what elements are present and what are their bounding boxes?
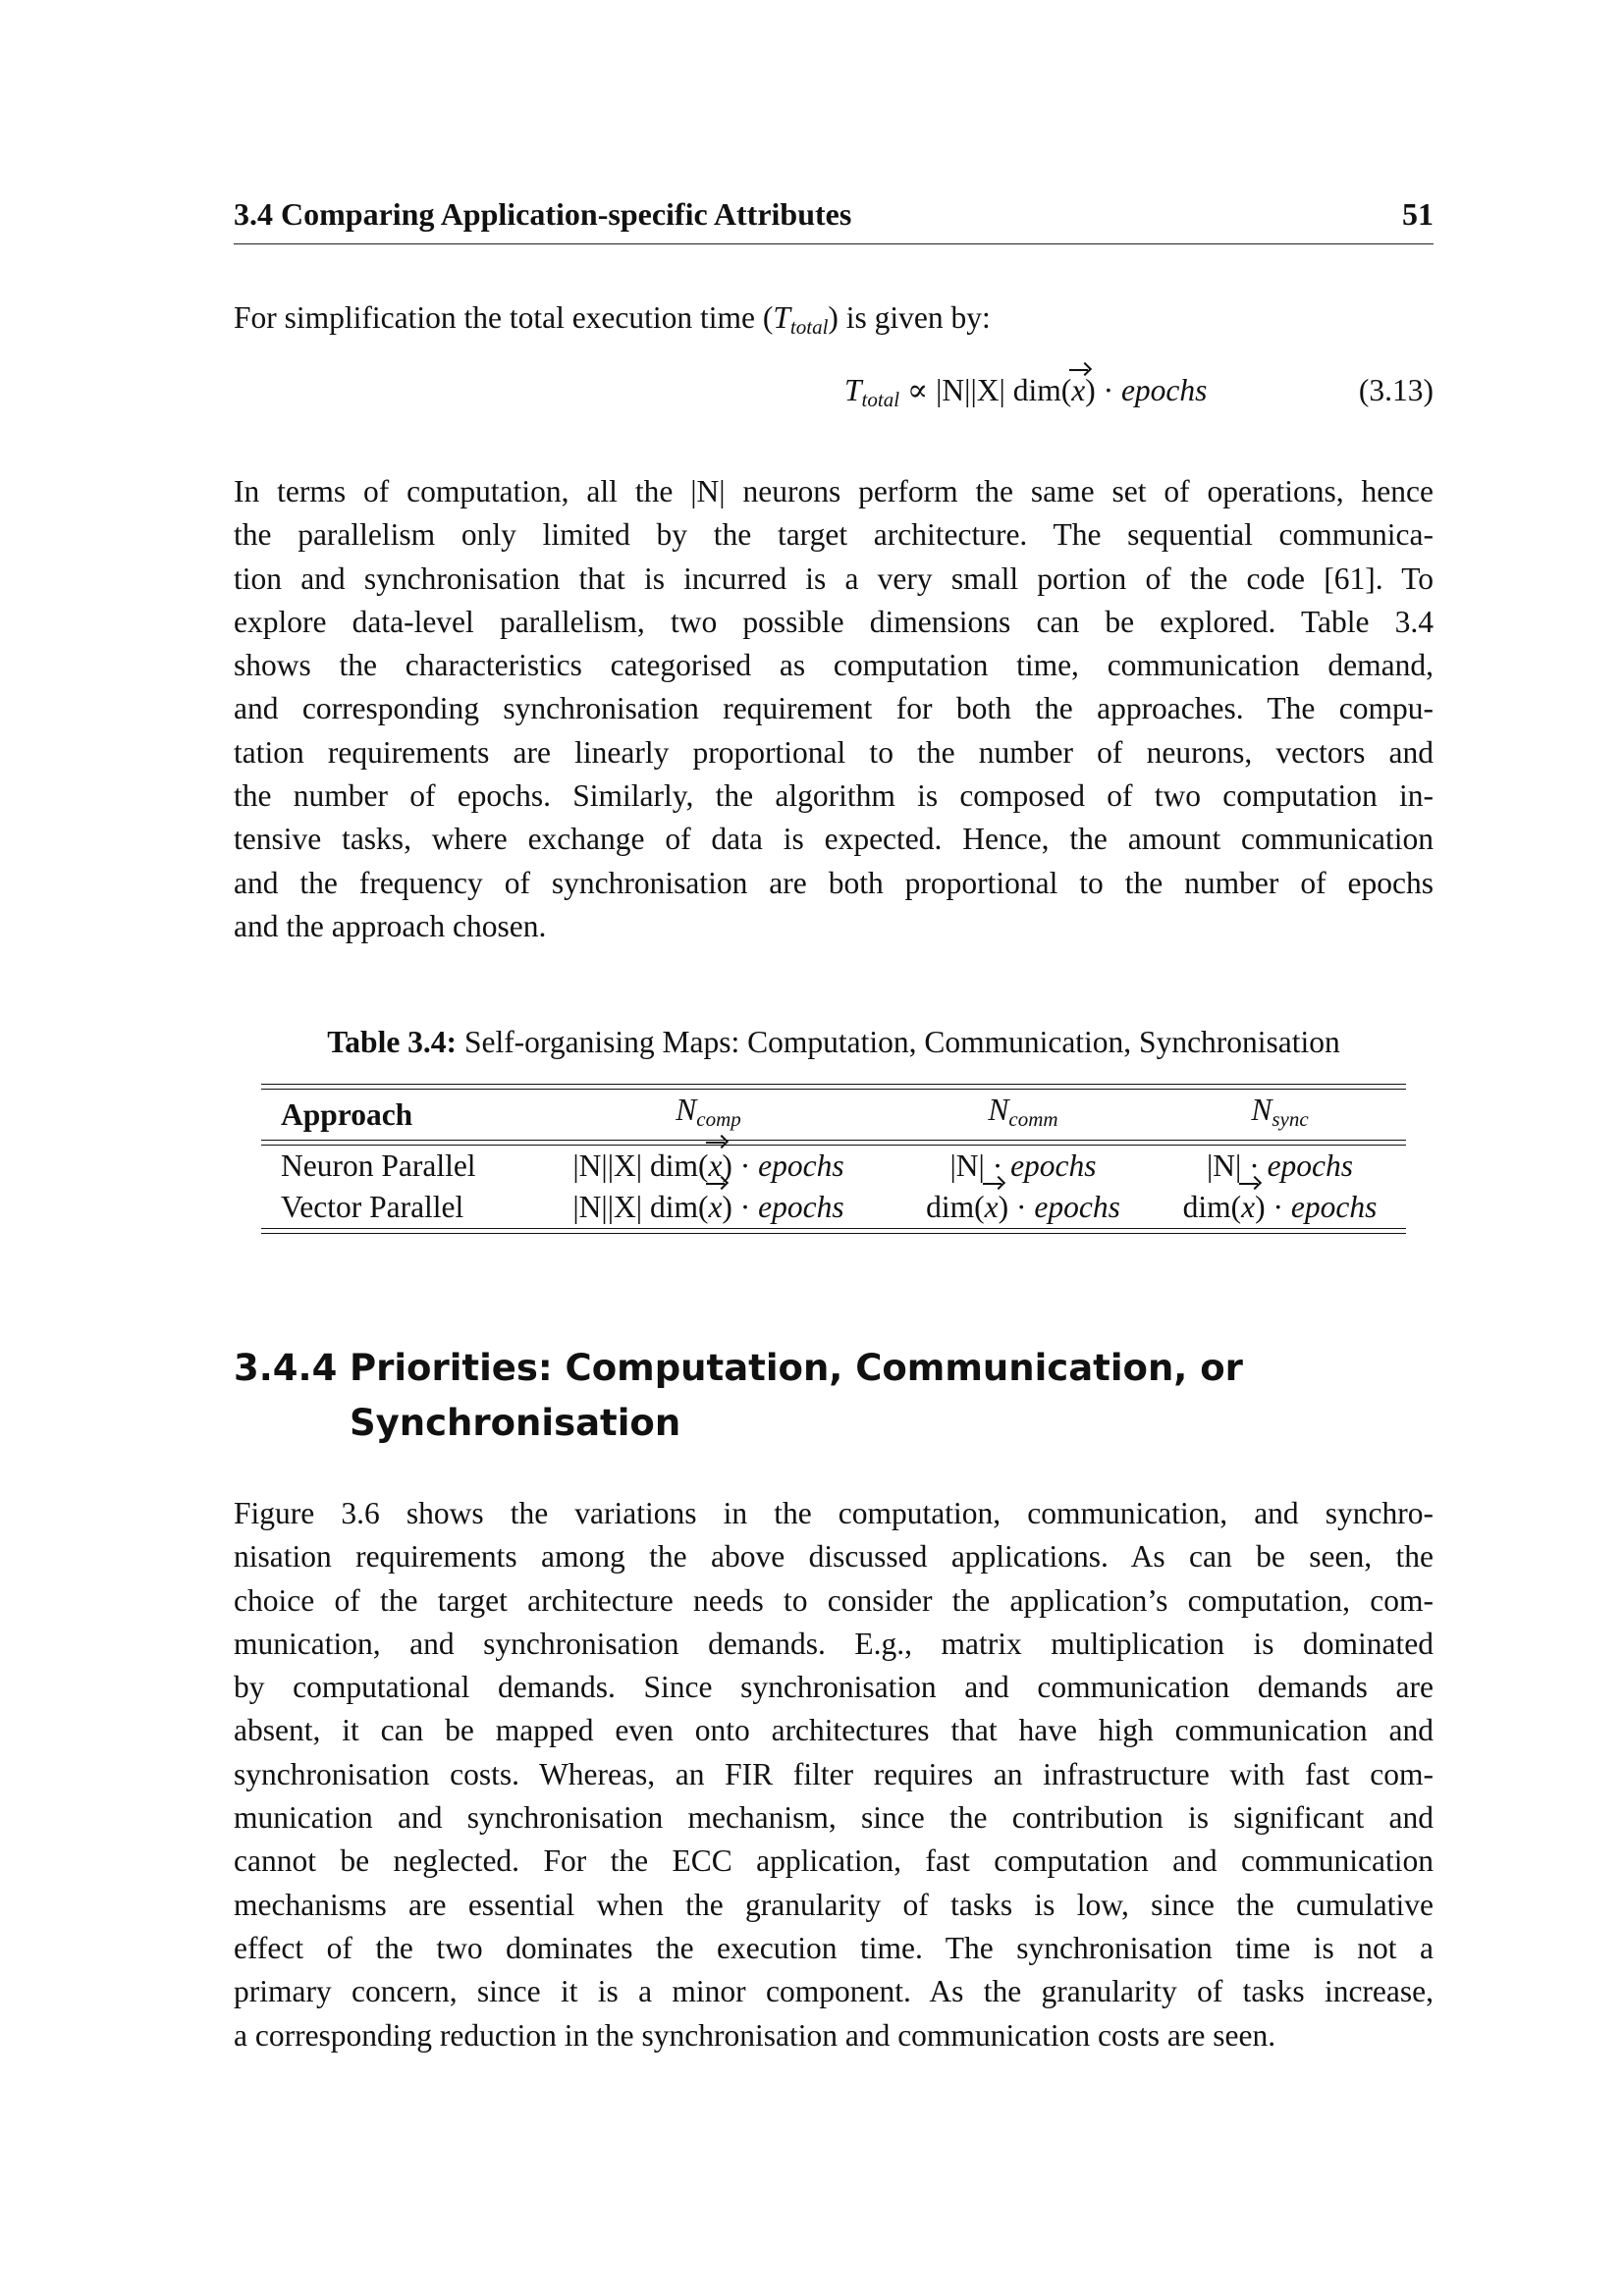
row-ncomm: dim(x) · epochs (893, 1187, 1154, 1228)
section-number: 3.4.4 (234, 1347, 338, 1389)
text-line: primary concern, since it is a minor component. As the granularity of tasks increase, (234, 1974, 1434, 2009)
header-ncomm: $N_{comm}$ (988, 1093, 1058, 1131)
text-line: nisation requirements among the above discussed applications. As can be seen, the (234, 1539, 1434, 1575)
text-line: In terms of computation, all the |N| neurons perform the same set of operations, hence (234, 474, 1434, 508)
text-line: tation requirements are linearly proportional to the number of neurons, vectors and (234, 734, 1434, 770)
section-title-line2: Synchronisation (350, 1402, 681, 1444)
text-line: munication, and synchronisation demands. E.g., matrix multiplication is dominated (234, 1626, 1434, 1661)
vector-x: x (1071, 373, 1086, 407)
text-line: Figure 3.6 shows the variations in the computation, communication, and synchro- (234, 1496, 1434, 1530)
row-nsync: dim(x) · epochs (1154, 1187, 1406, 1228)
text-line: effect of the two dominates the execution time. The synchronisation time is not a (234, 1930, 1434, 1965)
header-ncomp: $N_{comp}$ (676, 1093, 741, 1131)
text-line: and corresponding synchronisation requirement for both the approaches. The compu- (234, 691, 1434, 726)
row-approach: Vector Parallel (281, 1190, 464, 1224)
vector-x: x (708, 1146, 722, 1187)
vector-x: x (1241, 1187, 1255, 1228)
table-caption: Table 3.4: Self-organising Maps: Computation, Communication, Synchronisation (327, 1025, 1340, 1059)
text-line: by computational demands. Since synchronisation and communication demands are (234, 1670, 1434, 1705)
table-bottom-rule (261, 1228, 1406, 1234)
text-line: cannot be neglected. For the ECC application, fast computation and communication (234, 1843, 1434, 1879)
paragraph-priorities (234, 1492, 1434, 2057)
text-line: tensive tasks, where exchange of data is expected. Hence, the amount communication (234, 822, 1434, 857)
text-line: the number of epochs. Similarly, the algorithm is composed of two computation in- (234, 778, 1434, 814)
equation-3-13 (234, 373, 1434, 422)
page-number: 51 (1402, 196, 1434, 232)
text-line: and the approach chosen. (234, 908, 547, 943)
table-row (261, 1187, 1406, 1228)
row-ncomp: |N||X| dim(x) · epochs (524, 1146, 893, 1187)
vector-x: x (708, 1187, 722, 1228)
header-nsync: $N_{sync}$ (1251, 1093, 1309, 1131)
table-row (261, 1146, 1406, 1187)
intro-sentence: For simplification the total execution time $(T_{total})$ is given by: (234, 300, 991, 339)
text-line: the parallelism only limited by the target architecture. The sequential communica- (234, 517, 1434, 553)
text-line: tion and synchronisation that is incurred is a very small portion of the code [61]. To (234, 561, 1434, 596)
text-line: munication and synchronisation mechanism, since the contribution is significant and (234, 1800, 1434, 1836)
text-line: absent, it can be mapped even onto architectures that have high communication and (234, 1713, 1434, 1748)
text-line: shows the characteristics categorised as computation time, communication demand, (234, 648, 1434, 683)
equation-number: (3.13) (1358, 373, 1434, 407)
row-approach: Neuron Parallel (281, 1148, 476, 1183)
vector-x: x (985, 1187, 999, 1228)
running-header-section: 3.4 Comparing Application-specific Attributes (234, 196, 852, 232)
text-line: synchronisation costs. Whereas, an FIR filter requires an infrastructure with fast com- (234, 1756, 1434, 1791)
text-line: a corresponding reduction in the synchronisation and communication costs are seen. (234, 2017, 1276, 2053)
text-line: and the frequency of synchronisation are both proportional to the number of epochs (234, 865, 1434, 900)
table-3-4 (261, 1084, 1406, 1234)
paragraph-computation (234, 470, 1434, 948)
text-line: mechanisms are essential when the granularity of tasks is low, since the cumulative (234, 1887, 1434, 1922)
text-line: choice of the target architecture needs to consider the application’s computation, com- (234, 1582, 1434, 1618)
running-header (234, 196, 1434, 244)
equation-expression: $T_{total} \propto |N||X|$ dim(x) · epochs (844, 373, 1208, 411)
row-ncomp: |N||X| dim(x) · epochs (524, 1187, 893, 1228)
row-nsync: |N| · epochs (1206, 1148, 1354, 1183)
section-title-line1: Priorities: Computation, Communication, or (350, 1347, 1243, 1389)
row-ncomm: |N| · epochs (949, 1148, 1097, 1183)
header-approach: Approach (281, 1096, 413, 1132)
table-header-row (261, 1090, 1406, 1140)
text-line: explore data-level parallelism, two possible dimensions can be explored. Table 3.4 (234, 604, 1434, 639)
